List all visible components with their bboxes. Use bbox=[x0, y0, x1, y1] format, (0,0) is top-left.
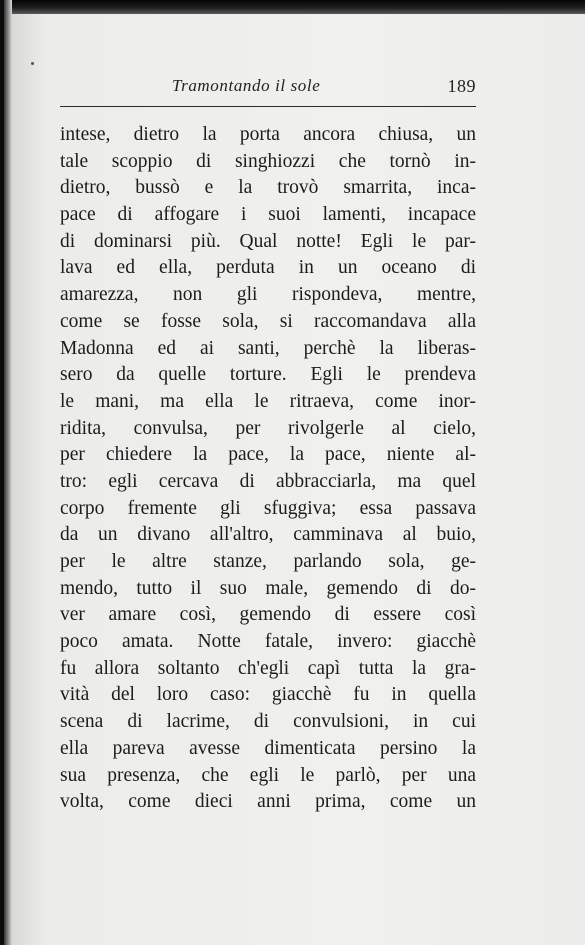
running-head bbox=[60, 76, 476, 100]
running-title: Tramontando il sole bbox=[172, 76, 321, 95]
text-line: ridita, convulsa, per rivolgerle al cielo, bbox=[60, 417, 476, 439]
scan-binding-edge bbox=[0, 0, 4, 945]
text-line: ella pareva avesse dimenticata persino la bbox=[60, 737, 476, 759]
page-number: 189 bbox=[447, 76, 476, 96]
text-line: vità del loro caso: giacchè fu in quella bbox=[60, 684, 476, 706]
text-line: lava ed ella, perduta in un oceano di bbox=[60, 257, 476, 279]
text-line: ver amare così, gemendo di essere così bbox=[60, 604, 476, 626]
text-line: per chiedere la pace, la pace, niente al- bbox=[60, 444, 476, 466]
text-line: scena di lacrime, di convulsioni, in cui bbox=[60, 711, 476, 733]
page-speck bbox=[31, 62, 34, 65]
text-line: amarezza, non gli rispondeva, mentre, bbox=[60, 284, 476, 306]
text-line: volta, come dieci anni prima, come un bbox=[60, 791, 476, 813]
header-rule bbox=[60, 106, 476, 107]
text-line: Madonna ed ai santi, perchè la liberas- bbox=[60, 337, 476, 359]
text-line: per le altre stanze, parlando sola, ge- bbox=[60, 551, 476, 572]
text-line: tro: egli cercava di abbracciarla, ma quel bbox=[60, 470, 476, 492]
text-line: fu allora soltanto ch'egli capì tutta la gra- bbox=[60, 657, 476, 679]
text-line: corpo fremente gli sfuggiva; essa passava bbox=[60, 497, 476, 519]
text-line: intese, dietro la porta ancora chiusa, un bbox=[60, 124, 476, 145]
text-line: le mani, ma ella le ritraeva, come inor- bbox=[60, 390, 476, 412]
text-line: pace di affogare i suoi lamenti, incapace bbox=[60, 204, 476, 226]
text-line: da un divano all'altro, camminava al buio, bbox=[60, 524, 476, 546]
text-line: tale scoppio di singhiozzi che tornò in- bbox=[60, 150, 476, 172]
text-line: mendo, tutto il suo male, gemendo di do- bbox=[60, 577, 476, 599]
text-line: poco amata. Notte fatale, invero: giacchè bbox=[60, 631, 476, 653]
text-line: dietro, bussò e la trovò smarrita, inca- bbox=[60, 177, 476, 199]
text-line: come se fosse sola, si raccomandava alla bbox=[60, 310, 476, 332]
scan-top-edge bbox=[0, 0, 585, 14]
text-line: sero da quelle torture. Egli le prendeva bbox=[60, 364, 476, 386]
text-line: di dominarsi più. Qual notte! Egli le par- bbox=[60, 230, 476, 252]
body-text bbox=[60, 122, 476, 816]
text-line: sua presenza, che egli le parlò, per una bbox=[60, 764, 476, 786]
